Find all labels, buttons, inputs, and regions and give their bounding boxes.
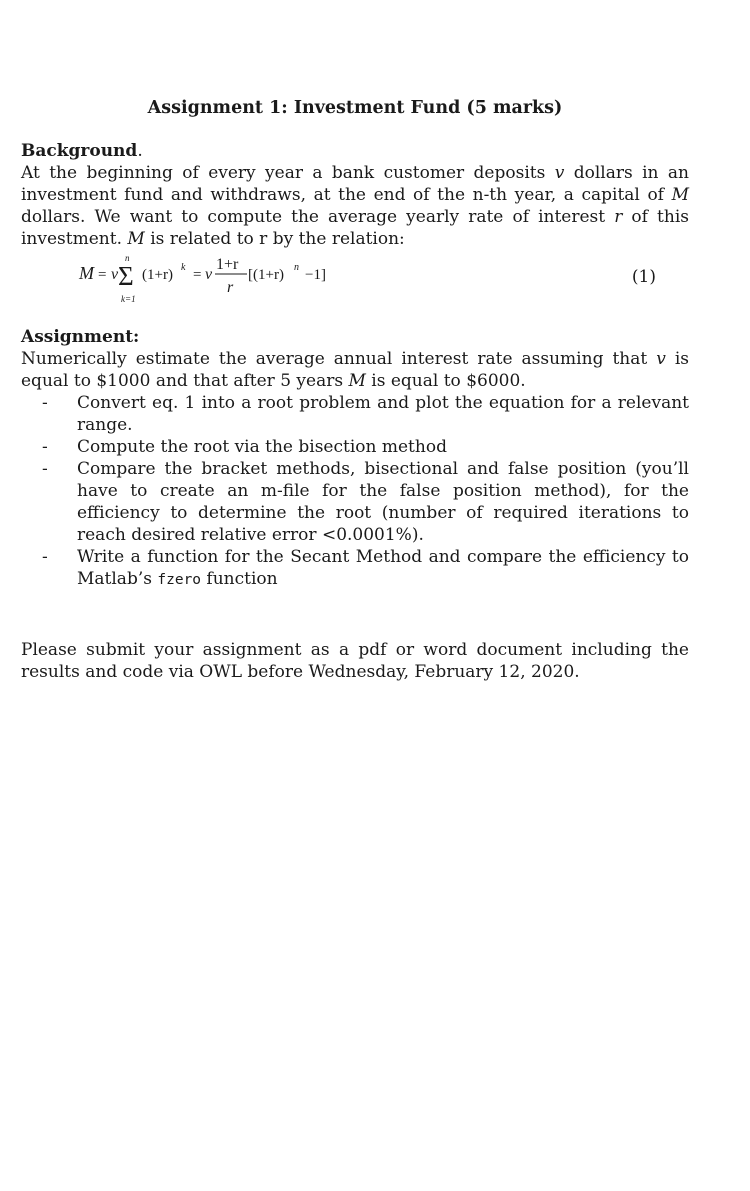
eq-term: (1+r) (142, 267, 173, 283)
var-v: v (554, 163, 565, 183)
task-list (21, 392, 689, 591)
eq-lhs: M (79, 263, 94, 283)
eq-sum-lower: k=1 (121, 294, 136, 304)
background-text-part: of this investment. (21, 207, 689, 249)
submission-note: Please submit your assignment as a pdf or word document including the results and code via OWL before Wednesday, February 12, 2020. (21, 640, 689, 682)
assignment-intro-part: is equal to $6000. (365, 371, 526, 391)
bullet-dash: - (42, 547, 48, 567)
bullet-dash: - (42, 437, 48, 457)
task-text: Compare the bracket methods, bisectional and false position (you’ll have to create an m-file for the false position method), for the efficiency to determine the root (number of required iterations to reach desired relative error <0.0001%). (77, 459, 689, 545)
background-text-part: At the beginning of every year a bank customer deposits (21, 163, 555, 183)
eq-bracket-open: [(1+r) (248, 267, 284, 283)
eq-sum-upper: n (125, 253, 130, 263)
task-item (21, 392, 689, 436)
task-text: Write a function for the Secant Method and compare the efficiency to Matlab’s (77, 547, 689, 589)
eq-bracket-close: −1] (305, 267, 326, 283)
var-r: r (614, 207, 623, 227)
assignment-intro-part: Numerically estimate the average annual interest rate assuming that (21, 349, 657, 369)
assignment-intro (21, 348, 689, 392)
task-text: Compute the root via the bisection method (77, 437, 447, 457)
background-text-part: dollars in an investment fund and withdraws, at the end of the n-th year, a capital of (21, 163, 689, 205)
document-page (21, 97, 689, 683)
eq-bracket-exp: n (294, 262, 299, 273)
eq-frac-num: 1+r (216, 256, 239, 273)
eq-frac-den: r (227, 279, 234, 296)
bullet-dash: - (42, 393, 48, 413)
task-item (21, 546, 689, 591)
background-heading-punct: . (137, 141, 143, 161)
task-item (21, 436, 689, 458)
var-M: M (348, 371, 366, 391)
background-text-part: dollars. We want to compute the average yearly rate of interest (21, 207, 615, 227)
eq-sum-symbol: Σ (118, 261, 134, 291)
eq-v2: v (205, 266, 213, 283)
var-M: M (671, 185, 689, 205)
fzero-code: fzero (157, 572, 202, 588)
eq-equals-1: = (98, 267, 107, 283)
var-v: v (656, 349, 666, 369)
task-text: Convert eq. 1 into a root problem and plot the equation for a relevant range. (77, 393, 689, 435)
bullet-dash: - (42, 459, 48, 479)
eq-equals-2: = (193, 267, 202, 283)
assignment-intro-part: is equal to $1000 and that after 5 years (21, 349, 689, 391)
task-item (21, 458, 689, 546)
eq-term-exp: k (181, 262, 186, 273)
background-paragraph (21, 140, 689, 162)
equation-1 (79, 252, 379, 308)
background-text (21, 162, 689, 250)
task-text-suffix: function (201, 569, 278, 589)
assignment-heading: Assignment: (21, 327, 140, 347)
assignment-title: Assignment 1: Investment Fund (5 marks) (147, 98, 563, 118)
var-M: M (127, 229, 145, 249)
equation-row (21, 252, 689, 308)
eq-v1: v (111, 266, 119, 283)
background-heading: Background (21, 141, 138, 161)
equation-number: (1) (631, 267, 656, 287)
background-text-part: is related to r by the relation: (144, 229, 405, 249)
